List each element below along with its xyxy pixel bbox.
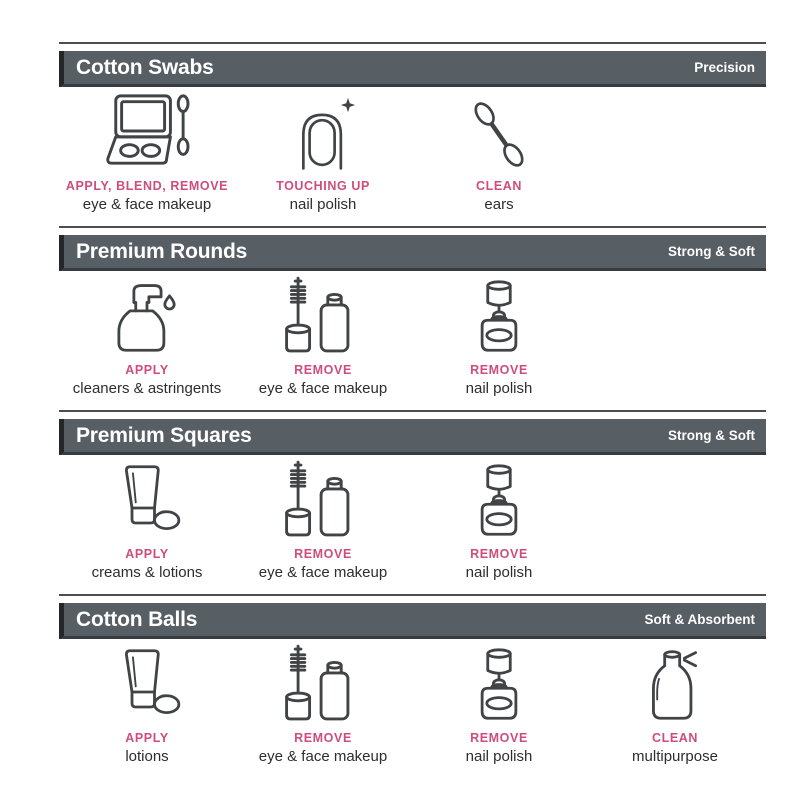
usage-row xyxy=(59,639,766,765)
section-cotton-swabs xyxy=(59,42,766,213)
section-cotton-balls xyxy=(59,594,766,765)
section-divider xyxy=(59,594,766,596)
usage-item xyxy=(411,460,587,581)
cotton-swab-icon xyxy=(456,97,542,172)
pump-bottle-icon xyxy=(102,277,192,356)
spray-bottle-icon xyxy=(630,645,720,724)
action-label: APPLY xyxy=(125,731,169,745)
action-label: REMOVE xyxy=(294,363,352,377)
object-label: eye & face makeup xyxy=(258,748,388,765)
section-premium-squares xyxy=(59,410,766,581)
section-divider xyxy=(59,410,766,412)
section-divider xyxy=(59,226,766,228)
usage-item xyxy=(235,644,411,765)
section-premium-rounds xyxy=(59,226,766,397)
object-label: nail polish xyxy=(289,196,357,213)
usage-item xyxy=(411,276,587,397)
usage-item xyxy=(59,276,235,397)
object-label: nail polish xyxy=(465,380,533,397)
nail-polish-icon xyxy=(454,461,544,540)
section-title: Cotton Balls xyxy=(76,607,198,631)
object-label: eye & face makeup xyxy=(82,196,212,213)
usage-item xyxy=(59,92,235,213)
section-header xyxy=(59,51,766,87)
mascara-icon xyxy=(277,643,369,724)
section-header xyxy=(59,603,766,639)
usage-item xyxy=(411,644,587,765)
infographic xyxy=(59,42,766,778)
nail-polish-icon xyxy=(454,645,544,724)
section-title: Premium Squares xyxy=(76,423,252,447)
object-label: ears xyxy=(484,196,514,213)
action-label: TOUCHING UP xyxy=(276,179,370,193)
usage-item xyxy=(59,460,235,581)
action-label: REMOVE xyxy=(294,547,352,561)
action-label: REMOVE xyxy=(470,363,528,377)
object-label: cleaners & astringents xyxy=(72,380,222,397)
usage-item xyxy=(235,276,411,397)
section-title: Premium Rounds xyxy=(76,239,248,263)
usage-item xyxy=(59,644,235,765)
section-header xyxy=(59,419,766,455)
usage-item-empty xyxy=(587,460,763,581)
mascara-icon xyxy=(277,459,369,540)
lotion-tube-icon xyxy=(102,645,192,724)
section-divider xyxy=(59,42,766,44)
usage-row xyxy=(59,87,766,213)
object-label: nail polish xyxy=(465,564,533,581)
action-label: REMOVE xyxy=(470,731,528,745)
usage-item xyxy=(235,92,411,213)
action-label: APPLY xyxy=(125,363,169,377)
object-label: creams & lotions xyxy=(91,564,203,581)
action-label: APPLY, BLEND, REMOVE xyxy=(65,179,229,193)
object-label: eye & face makeup xyxy=(258,564,388,581)
action-label: CLEAN xyxy=(475,179,523,193)
section-tagline: Strong & Soft xyxy=(668,428,755,443)
makeup-palette-swab-icon xyxy=(100,90,194,172)
action-label: APPLY xyxy=(125,547,169,561)
usage-item-empty xyxy=(587,276,763,397)
section-tagline: Precision xyxy=(694,60,755,75)
object-label: eye & face makeup xyxy=(258,380,388,397)
section-title: Cotton Swabs xyxy=(76,55,214,79)
section-tagline: Soft & Absorbent xyxy=(644,612,755,627)
fingernail-sparkle-icon xyxy=(280,97,366,172)
object-label: multipurpose xyxy=(632,748,718,765)
usage-item xyxy=(587,644,763,765)
section-tagline: Strong & Soft xyxy=(668,244,755,259)
section-header xyxy=(59,235,766,271)
usage-item xyxy=(235,460,411,581)
action-label: CLEAN xyxy=(651,731,699,745)
usage-item xyxy=(411,92,587,213)
mascara-icon xyxy=(277,275,369,356)
nail-polish-icon xyxy=(454,277,544,356)
usage-item-empty xyxy=(587,92,763,213)
usage-row xyxy=(59,455,766,581)
action-label: REMOVE xyxy=(294,731,352,745)
action-label: REMOVE xyxy=(470,547,528,561)
object-label: lotions xyxy=(125,748,169,765)
lotion-tube-icon xyxy=(102,461,192,540)
usage-row xyxy=(59,271,766,397)
object-label: nail polish xyxy=(465,748,533,765)
